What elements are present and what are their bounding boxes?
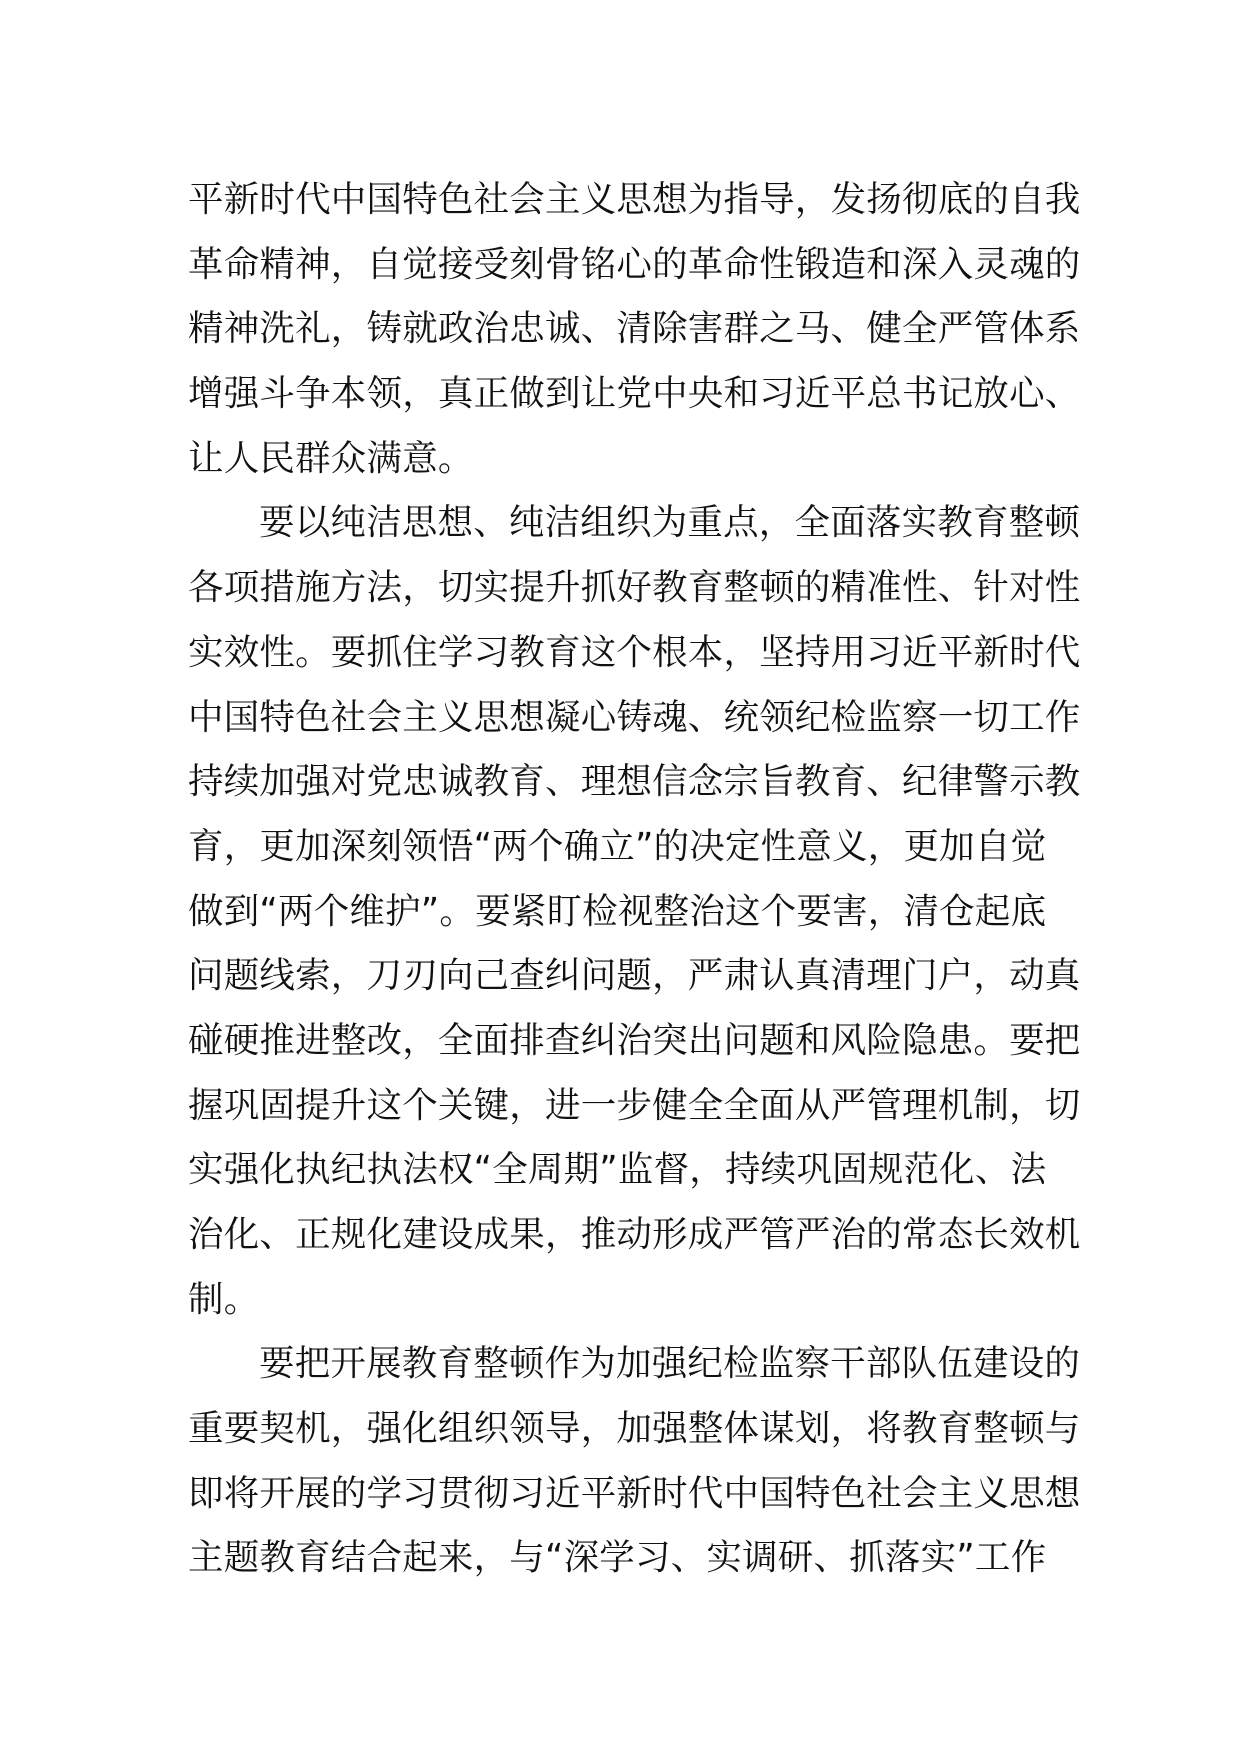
- text-line: 平新时代中国特色社会主义思想为指导，发扬彻底的自我: [188, 179, 1081, 220]
- document-body: [188, 168, 1081, 1591]
- text-line: 各项措施方法，切实提升抓好教育整顿的精准性、针对性: [188, 567, 1081, 609]
- text-line: 精神洗礼，铸就政治忠诚、清除害群之马、健全严管体系: [188, 308, 1081, 350]
- text-line: 主题教育结合起来，与“深学习、实调研、抓落实”工作: [188, 1537, 1047, 1579]
- paragraph-2: [188, 491, 1081, 1332]
- text-line: 问题线索，刀刃向己查纠问题，严肃认真清理门户，动真: [188, 955, 1081, 997]
- text-line: 实效性。要抓住学习教育这个根本，坚持用习近平新时代: [188, 631, 1081, 673]
- text-line: 持续加强对党忠诚教育、理想信念宗旨教育、纪律警示教: [188, 761, 1081, 803]
- text-line: 治化、正规化建设成果，推动形成严管严治的常态长效机: [188, 1214, 1081, 1255]
- text-line: 重要契机，强化组织领导，加强整体谋划，将教育整顿与: [188, 1408, 1081, 1450]
- text-line: 碰硬推进整改，全面排查纠治突出问题和风险隐患。要把: [188, 1019, 1081, 1061]
- text-line: 革命精神，自觉接受刻骨铭心的革命性锻造和深入灵魂的: [188, 243, 1081, 285]
- text-line: 即将开展的学习贯彻习近平新时代中国特色社会主义思想: [188, 1472, 1081, 1514]
- paragraph-1: [188, 168, 1081, 491]
- text-line: 实强化执纪执法权“全周期”监督，持续巩固规范化、法: [188, 1149, 1047, 1191]
- text-line: 育，更加深刻领悟“两个确立”的决定性意义，更加自觉: [188, 825, 1047, 867]
- text-line: 增强斗争本领，真正做到让党中央和习近平总书记放心、: [188, 373, 1081, 415]
- text-line: 制。: [188, 1278, 260, 1320]
- text-line: 中国特色社会主义思想凝心铸魂、统领纪检监察一切工作: [188, 696, 1081, 738]
- text-line: 做到“两个维护”。要紧盯检视整治这个要害，清仓起底: [188, 890, 1047, 932]
- text-line: 握巩固提升这个关键，进一步健全全面从严管理机制，切: [188, 1084, 1081, 1126]
- text-line: 要以纯洁思想、纯洁组织为重点，全面落实教育整顿: [259, 502, 1081, 544]
- text-line: 让人民群众满意。: [188, 437, 474, 479]
- text-line: 要把开展教育整顿作为加强纪检监察干部队伍建设的: [259, 1343, 1081, 1385]
- paragraph-3: [188, 1332, 1081, 1591]
